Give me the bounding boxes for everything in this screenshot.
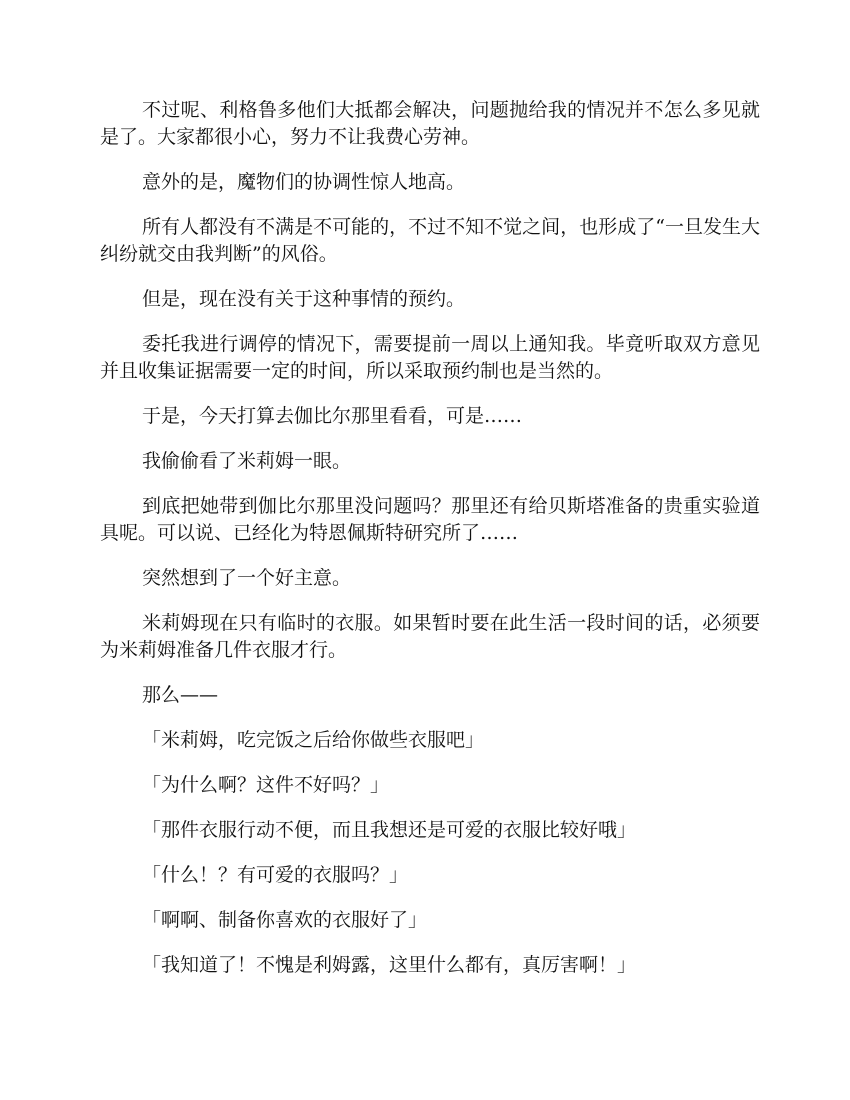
paragraph-6: 于是，今天打算去伽比尔那里看看，可是…… <box>142 405 523 427</box>
body-text <box>100 97 760 997</box>
dialogue-line-3: 「那件衣服行动不便，而且我想还是可爱的衣服比较好哦」 <box>142 819 637 841</box>
dialogue-line-1: 「米莉姆，吃完饭之后给你做些衣服吧」 <box>142 729 485 751</box>
dialogue-line-4: 「什么！？有可爱的衣服吗？」 <box>142 864 409 886</box>
paragraph-7: 我偷偷看了米莉姆一眼。 <box>142 450 352 472</box>
paragraph-3: 所有人都没有不满是不可能的，不过不知不觉之间，也形成了“一旦发生大纠纷就交由我判断”的风俗。 <box>100 216 760 265</box>
paragraph-10: 米莉姆现在只有临时的衣服。如果暂时要在此生活一段时间的话，必须要为米莉姆准备几件衣服才行。 <box>100 612 760 661</box>
paragraph-9: 突然想到了一个好主意。 <box>142 567 352 589</box>
paragraph-4: 但是，现在没有关于这种事情的预约。 <box>142 288 466 310</box>
dialogue-line-5: 「啊啊、制备你喜欢的衣服好了」 <box>142 909 428 931</box>
paragraph-11: 那么—— <box>142 684 219 706</box>
dialogue-line-6: 「我知道了！不愧是利姆露，这里什么都有，真厉害啊！」 <box>142 954 637 976</box>
paragraph-2: 意外的是，魔物们的协调性惊人地高。 <box>142 171 466 193</box>
dialogue-line-2: 「为什么啊？这件不好吗？」 <box>142 774 390 796</box>
paragraph-5: 委托我进行调停的情况下，需要提前一周以上通知我。毕竟听取双方意见并且收集证据需要一定的时间，所以采取预约制也是当然的。 <box>100 333 760 382</box>
paragraph-1: 不过呢、利格鲁多他们大抵都会解决，问题抛给我的情况并不怎么多见就是了。大家都很小心，努力不让我费心劳神。 <box>100 99 760 148</box>
paragraph-8: 到底把她带到伽比尔那里没问题吗？那里还有给贝斯塔准备的贵重实验道具呢。可以说、已经化为特恩佩斯特研究所了…… <box>100 495 760 544</box>
